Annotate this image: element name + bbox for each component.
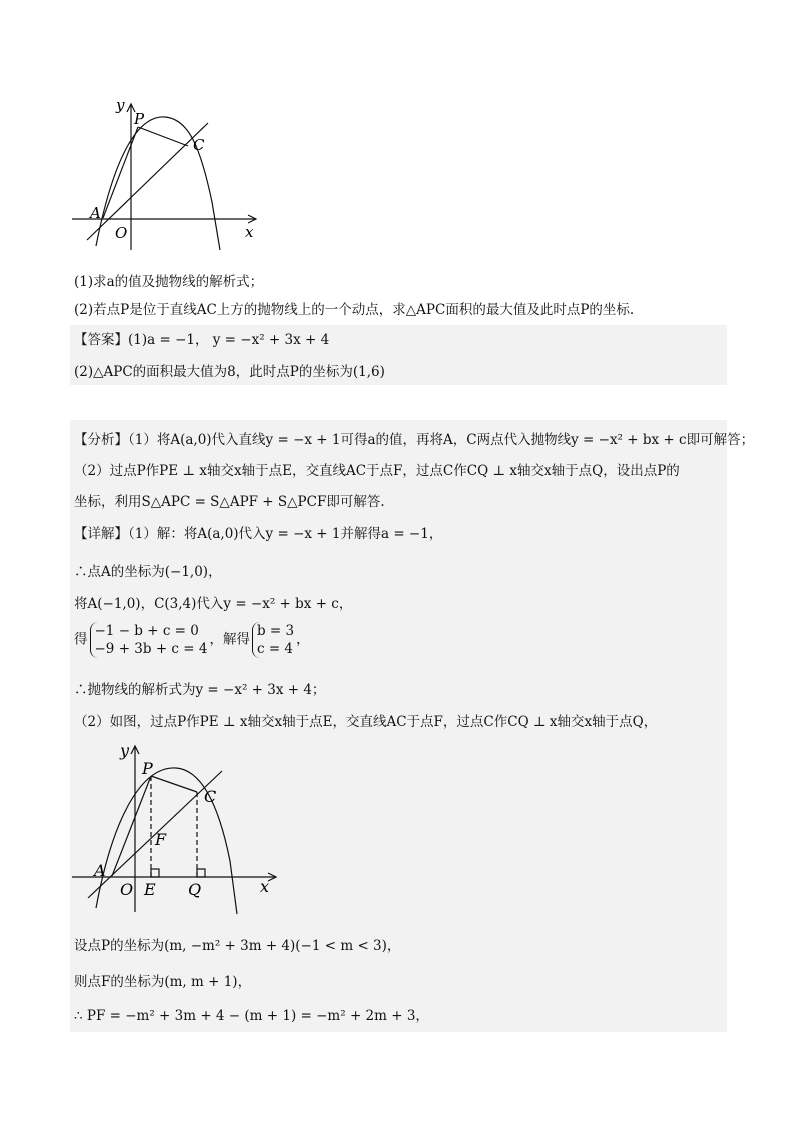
detail-line-8: 则点F的坐标为(m, m + 1)， bbox=[74, 974, 252, 990]
analysis-line-3: 坐标，利用S△APC = S△APF + S△PCF即可解答. bbox=[74, 494, 385, 510]
figure-2 bbox=[64, 736, 284, 916]
line-ac bbox=[87, 123, 208, 240]
sys-prefix: 得 bbox=[74, 631, 88, 648]
detail-line-9: ∴ PF = −m² + 3m + 4 − (m + 1) = −m² + 2m + 3， bbox=[74, 1008, 429, 1024]
label-a: A bbox=[90, 204, 101, 222]
label-o: O bbox=[120, 880, 134, 899]
analysis-line-2: （2）过点P作PE ⊥ x轴交x轴于点E，交直线AC于点F，过点C作CQ ⊥ x轴交x轴于点Q，设出点P的 bbox=[74, 463, 680, 479]
equation-system-line bbox=[74, 622, 310, 658]
label-y: y bbox=[120, 741, 130, 760]
detail-line-3: 将A(−1,0)，C(3,4)代入y = −x² + bx + c， bbox=[74, 596, 353, 612]
sys-mid: ，解得 bbox=[209, 631, 250, 648]
analysis-line-1: 【分析】（1）将A(a,0)代入直线y = −x + 1可得a的值，再将A，C两点代入抛物线y = −x² + bx + c即可解答； bbox=[74, 432, 755, 448]
sys2-eq-b: c = 4 bbox=[256, 641, 294, 657]
detail-line-6: （2）如图，过点P作PE ⊥ x轴交x轴于点E，交直线AC于点F，过点C作CQ ⊥ x轴交x轴于点Q， bbox=[74, 714, 658, 730]
detail-line-2: ∴点A的坐标为(−1,0)， bbox=[74, 564, 222, 580]
question-part-2: (2)若点P是位于直线AC上方的抛物线上的一个动点，求△APC面积的最大值及此时点P的坐标. bbox=[74, 302, 635, 318]
sys1-eq-a: −1 − b + c = 0 bbox=[94, 623, 199, 639]
equation-system-1 bbox=[90, 622, 208, 658]
label-f: F bbox=[155, 830, 167, 849]
label-y: y bbox=[116, 96, 125, 114]
question-part-1: (1)求a的值及抛物线的解析式； bbox=[74, 274, 264, 290]
detail-line-1: 【详解】（1）解：将A(a,0)代入y = −x + 1并解得a = −1， bbox=[74, 526, 443, 542]
label-o: O bbox=[115, 224, 128, 242]
figure-1 bbox=[60, 90, 270, 260]
segment-pc bbox=[151, 776, 197, 792]
label-q: Q bbox=[188, 880, 202, 899]
segment-pc bbox=[138, 127, 188, 146]
right-angle-q bbox=[197, 869, 205, 877]
detail-line-7: 设点P的坐标为(m, −m² + 3m + 4)(−1 < m < 3)， bbox=[74, 938, 401, 954]
label-c: C bbox=[193, 136, 205, 154]
segment-pa bbox=[103, 127, 138, 218]
label-x: x bbox=[245, 223, 254, 241]
sys1-eq-b: −9 + 3b + c = 4 bbox=[94, 641, 208, 657]
equation-system-2 bbox=[252, 622, 294, 658]
label-e: E bbox=[144, 880, 156, 899]
answer-part-2: (2)△APC的面积最大值为8，此时点P的坐标为(1,6) bbox=[74, 364, 385, 380]
label-x: x bbox=[260, 877, 270, 896]
answer-part-1: 【答案】(1)a = −1， y = −x² + 3x + 4 bbox=[74, 332, 330, 348]
label-c: C bbox=[204, 787, 217, 806]
right-angle-e bbox=[151, 869, 159, 877]
label-a: A bbox=[94, 861, 106, 880]
sys-suffix: ， bbox=[296, 631, 310, 648]
sys2-eq-a: b = 3 bbox=[256, 623, 295, 639]
label-p: P bbox=[134, 110, 145, 128]
label-p: P bbox=[142, 759, 153, 778]
detail-line-5: ∴抛物线的解析式为y = −x² + 3x + 4； bbox=[74, 682, 326, 698]
